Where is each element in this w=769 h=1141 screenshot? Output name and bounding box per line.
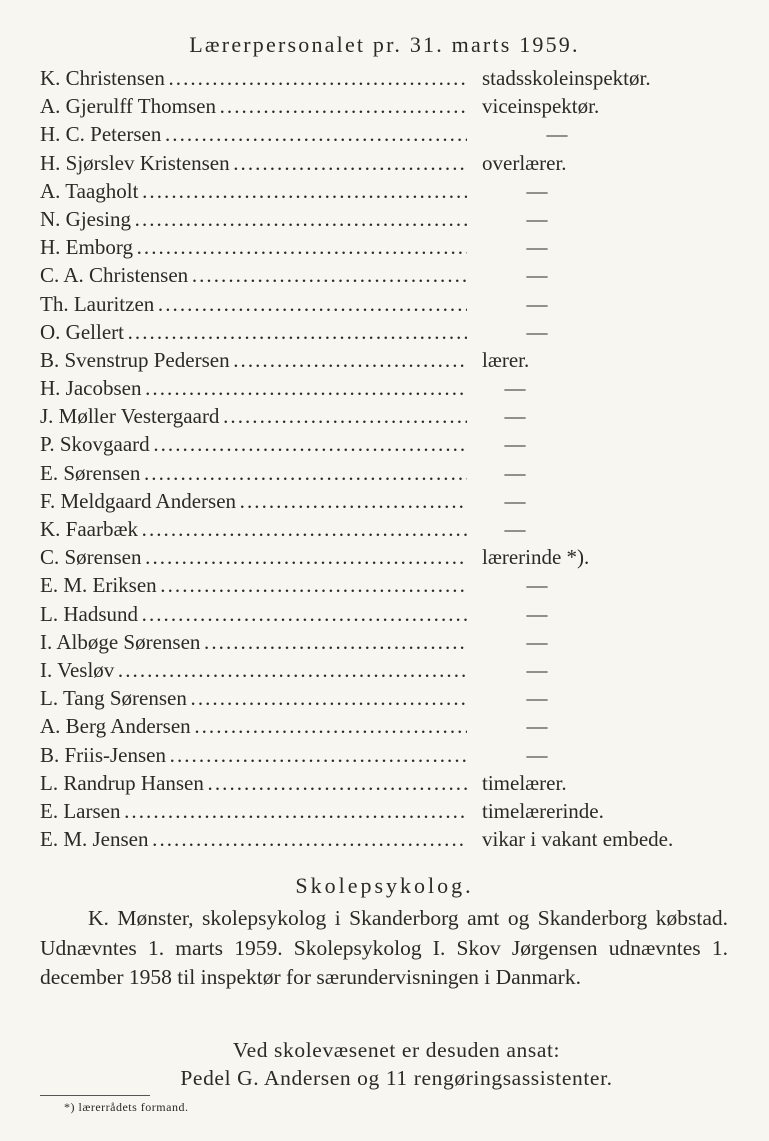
staff-role: — <box>526 629 548 654</box>
staff-name: L. Hadsund . . . <box>40 600 467 628</box>
staff-name: A. Berg Andersen . . . <box>40 712 467 740</box>
staff-role: — <box>526 742 548 767</box>
staff-role: — <box>546 122 568 147</box>
staff-row <box>40 825 740 853</box>
staff-name: J. Møller Vestergaard . . . <box>40 402 467 430</box>
staff-name: F. Meldgaard Andersen . . . <box>40 487 467 515</box>
staff-name: E. M. Eriksen . . . <box>40 571 467 599</box>
staff-row <box>40 459 740 487</box>
staff-role: — <box>526 686 548 711</box>
staff-name: A. Gjerulff Thomsen . . . <box>40 92 467 120</box>
staff-name: L. Tang Sørensen . . . <box>40 684 467 712</box>
staff-row <box>40 177 740 205</box>
staff-list <box>40 64 740 853</box>
page-title: Lærerpersonalet pr. 31. marts 1959. <box>189 32 580 57</box>
staff-name: E. M. Jensen . . . <box>40 825 467 853</box>
staff-row <box>40 318 740 346</box>
staff-role: — <box>526 573 548 598</box>
staff-role: vikar i vakant embede. <box>482 827 674 852</box>
staff-name: K. Christensen . . . <box>40 64 467 92</box>
staff-row <box>40 92 740 120</box>
staff-name: A. Taagholt . . . <box>40 177 467 205</box>
staff-name: Th. Lauritzen . . . <box>40 290 467 318</box>
staff-name: B. Svenstrup Pedersen . . . <box>40 346 467 374</box>
staff-row <box>40 515 740 543</box>
staff-row <box>40 205 740 233</box>
staff-role: timelærerinde. <box>482 798 604 823</box>
school-psychologist-paragraph: K. Mønster, skolepsykolog i Skanderborg amt og Skanderborg købstad. Udnævntes 1. marts 1959. Skolepsykolog I. Skov Jørgensen udnævntes 1. december 1958 til inspektør for særundervisningen i Danmark. <box>40 906 728 989</box>
staff-row <box>40 233 740 261</box>
staff-role: — <box>504 376 526 401</box>
staff-row <box>40 543 740 571</box>
staff-role: timelærer. <box>482 770 567 795</box>
staff-row <box>40 261 740 289</box>
staff-row <box>40 346 740 374</box>
staff-role: — <box>504 460 526 485</box>
staff-role: — <box>526 206 548 231</box>
staff-row <box>40 769 740 797</box>
staff-row <box>40 684 740 712</box>
staff-name: E. Larsen . . . <box>40 797 467 825</box>
staff-name: B. Friis-Jensen . . . <box>40 741 467 769</box>
staff-row <box>40 571 740 599</box>
staff-role: lærer. <box>482 347 530 372</box>
footnote-divider <box>40 1095 150 1096</box>
staff-name: E. Sørensen . . . <box>40 459 467 487</box>
staff-row <box>40 430 740 458</box>
staff-role: — <box>526 235 548 260</box>
staff-name: I. Albøge Sørensen . . . <box>40 628 467 656</box>
footnote: *) lærerrådets formand. <box>64 1100 189 1114</box>
staff-name: K. Faarbæk . . . <box>40 515 467 543</box>
staff-role: — <box>504 432 526 457</box>
additional-staff-line: Pedel G. Andersen og 11 rengøringsassistenter. <box>180 1066 613 1090</box>
staff-role: — <box>526 291 548 316</box>
staff-row <box>40 402 740 430</box>
staff-role: overlærer. <box>482 150 567 175</box>
staff-row <box>40 712 740 740</box>
staff-role: stadsskoleinspektør. <box>482 66 651 90</box>
staff-role: — <box>504 488 526 513</box>
staff-row <box>40 741 740 769</box>
staff-row <box>40 120 740 148</box>
staff-row <box>40 64 740 92</box>
staff-row <box>40 290 740 318</box>
staff-name: H. C. Petersen . . . <box>40 120 467 148</box>
staff-name: C. Sørensen . . . <box>40 543 467 571</box>
staff-row <box>40 374 740 402</box>
staff-name: I. Vesløv . . . <box>40 656 467 684</box>
staff-role: — <box>526 178 548 203</box>
staff-name: H. Sjørslev Kristensen . . . <box>40 149 467 177</box>
staff-name: P. Skovgaard . . . <box>40 430 467 458</box>
staff-row <box>40 797 740 825</box>
staff-row <box>40 487 740 515</box>
staff-role: viceinspektør. <box>482 94 600 119</box>
staff-name: O. Gellert . . . <box>40 318 467 346</box>
staff-role: — <box>526 263 548 288</box>
staff-row <box>40 628 740 656</box>
staff-row <box>40 149 740 177</box>
staff-name: H. Jacobsen . . . <box>40 374 467 402</box>
staff-name: H. Emborg . . . <box>40 233 467 261</box>
staff-row <box>40 656 740 684</box>
staff-role: lærerinde *). <box>482 545 590 570</box>
additional-staff-intro: Ved skolevæsenet er desuden ansat: <box>232 1038 561 1062</box>
staff-role: — <box>526 319 548 344</box>
staff-role: — <box>526 601 548 626</box>
section-heading-school-psychologist: Skolepsykolog. <box>295 873 474 898</box>
staff-role: — <box>504 517 526 541</box>
staff-role: — <box>504 404 526 429</box>
staff-role: — <box>526 657 548 682</box>
staff-role: — <box>526 714 548 739</box>
staff-name: N. Gjesing . . . <box>40 205 467 233</box>
staff-name: L. Randrup Hansen . . . <box>40 769 467 797</box>
staff-name: C. A. Christensen . . . <box>40 261 467 289</box>
staff-row <box>40 600 740 628</box>
